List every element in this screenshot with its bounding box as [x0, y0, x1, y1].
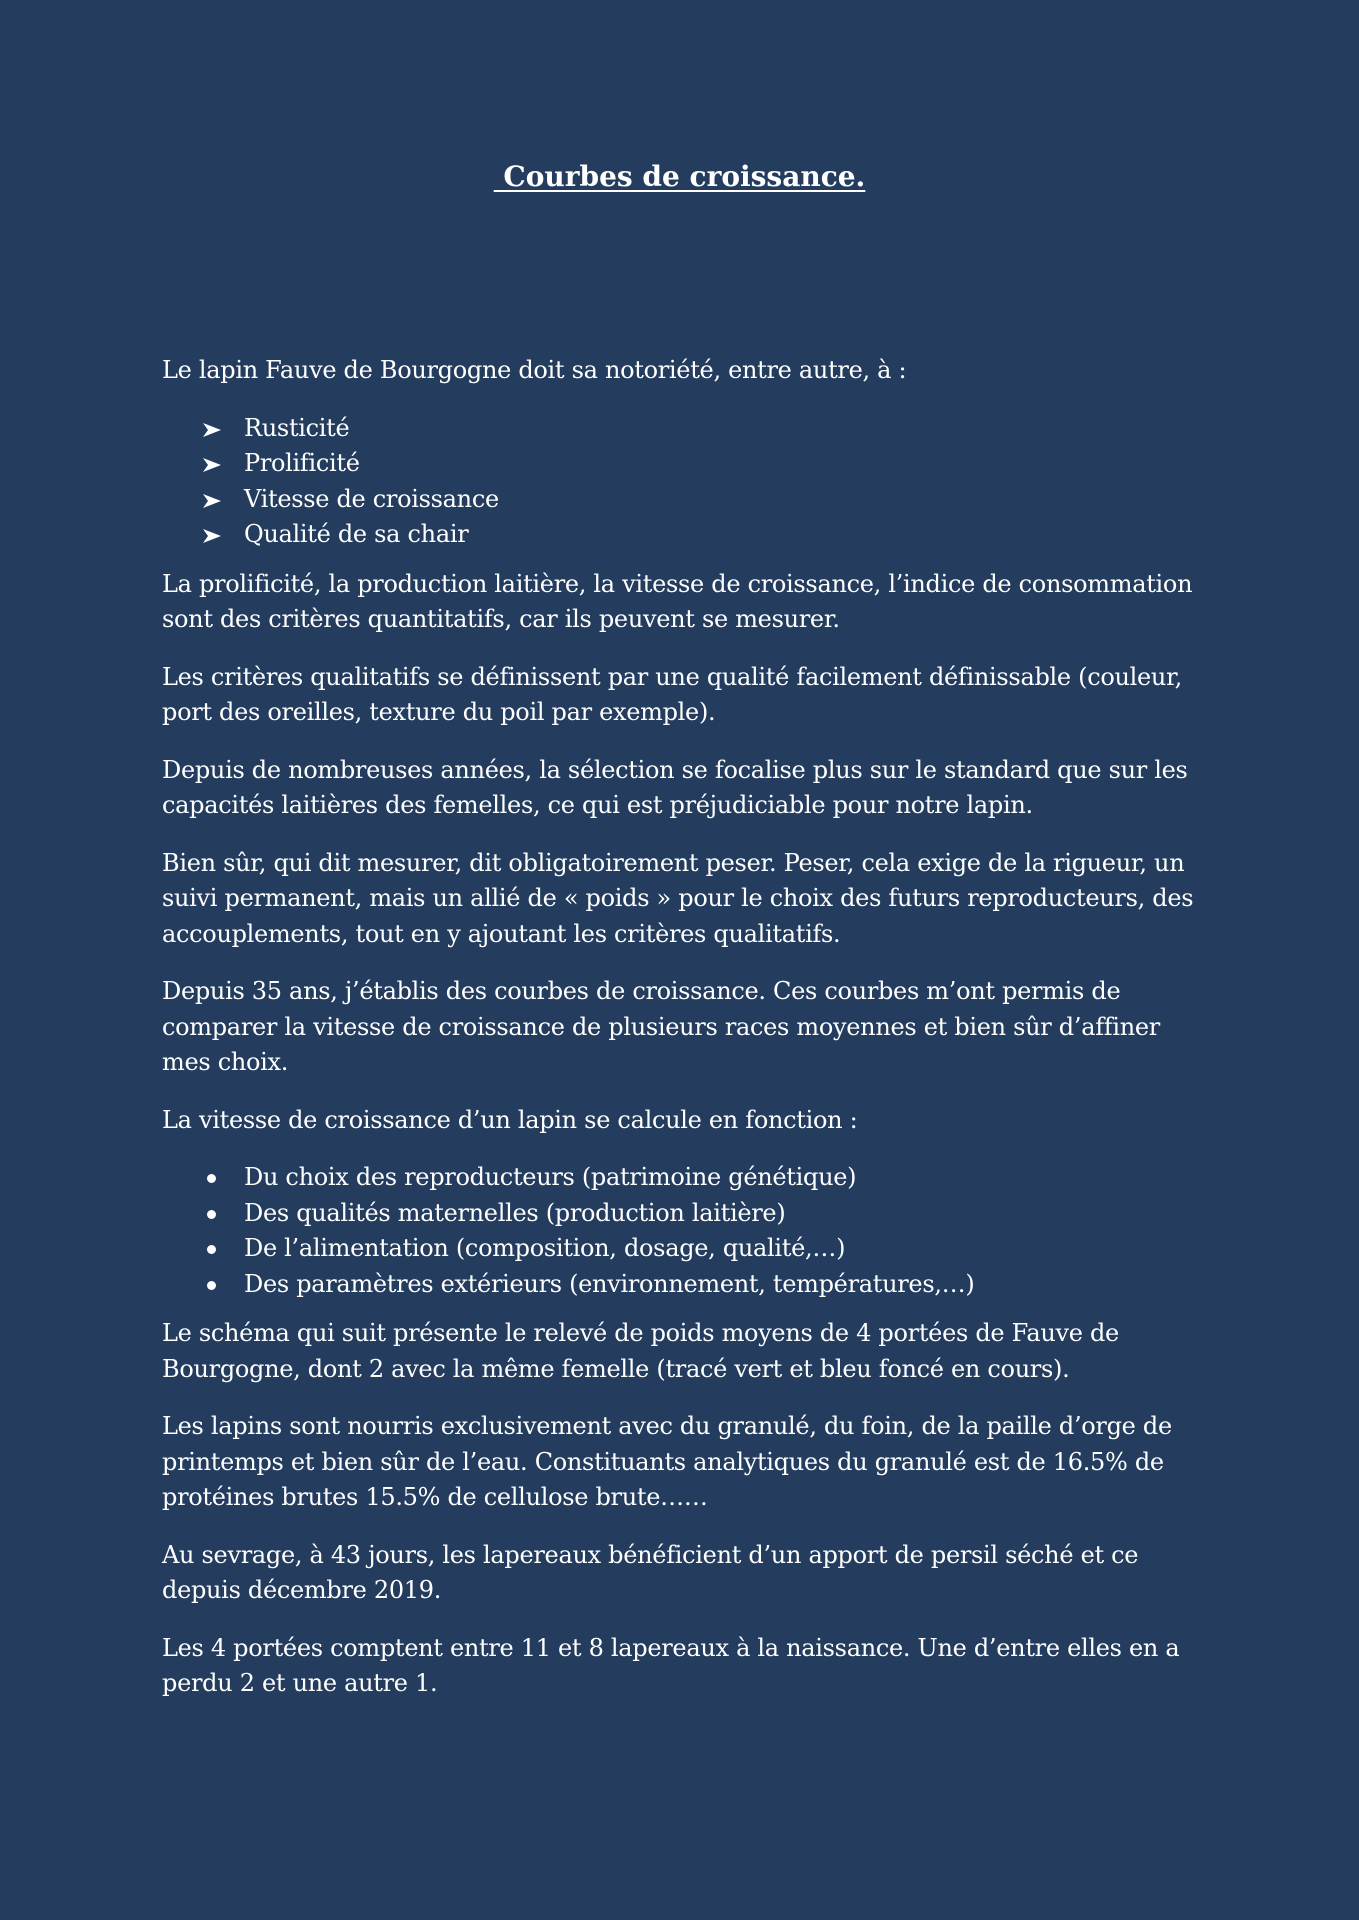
paragraph-growth-factors-intro: La vitesse de croissance d’un lapin se calcule en fonction :: [162, 1105, 858, 1134]
arrow-bullet-icon: [202, 411, 232, 437]
paragraph-schema: Le schéma qui suit présente le relevé de poids moyens de 4 portées de Fauve de Bourgogne, dont 2 avec la même femelle (tracé vert et bleu foncé en cours).: [162, 1319, 1119, 1383]
list-item: [162, 1267, 1202, 1303]
list-item: [162, 1196, 1202, 1232]
list-item: [162, 482, 1202, 518]
quality-label: Rusticité: [244, 413, 350, 442]
factor-label: Des paramètres extérieurs (environnement, températures,…): [244, 1269, 975, 1298]
arrow-bullet-icon: [202, 482, 232, 508]
quality-label: Vitesse de croissance: [244, 484, 499, 513]
factor-label: Des qualités maternelles (production laitière): [244, 1198, 786, 1227]
list-item: [162, 446, 1202, 482]
paragraph-weighing: Bien sûr, qui dit mesurer, dit obligatoirement peser. Peser, cela exige de la rigueur, un suivi permanent, mais un allié de « poids » pour le choix des futurs reproducteurs, des accouplements, tout en y ajoutant les critères qualitatifs.: [162, 848, 1194, 948]
intro-paragraph: Le lapin Fauve de Bourgogne doit sa notoriété, entre autre, à :: [162, 356, 907, 384]
arrow-bullet-icon: [202, 517, 232, 543]
list-item: [162, 1231, 1202, 1267]
factor-label: De l’alimentation (composition, dosage, qualité,…): [244, 1234, 846, 1262]
factor-label: Du choix des reproducteurs (patrimoine génétique): [244, 1163, 857, 1191]
paragraph-weaning: Au sevrage, à 43 jours, les lapereaux bénéficient d’un apport de persil séché et ce depuis décembre 2019.: [162, 1540, 1139, 1604]
quality-label: Prolificité: [244, 449, 360, 477]
list-item: [162, 411, 1202, 447]
page-title: Courbes de croissance.: [493, 160, 866, 193]
list-item: [162, 1160, 1202, 1196]
paragraph-qualitative: Les critères qualitatifs se définissent par une qualité facilement définissable (couleur, port des oreilles, texture du poil par exemple).: [162, 662, 1182, 726]
factors-list: [162, 1160, 1202, 1302]
qualities-list: [162, 411, 1202, 553]
list-item: [162, 517, 1202, 553]
paragraph-quantitative: La prolificité, la production laitière, la vitesse de croissance, l’indice de consommation sont des critères quantitatifs, car ils peuvent se mesurer.: [162, 569, 1193, 633]
paragraph-curves: Depuis 35 ans, j’établis des courbes de croissance. Ces courbes m’ont permis de comparer la vitesse de croissance de plusieurs races moyennes et bien sûr d’affiner mes choix.: [162, 977, 1160, 1076]
paragraph-litters: Les 4 portées comptent entre 11 et 8 lapereaux à la naissance. Une d’entre elles en a perdu 2 et une autre 1.: [162, 1633, 1180, 1697]
paragraph-selection: Depuis de nombreuses années, la sélection se focalise plus sur le standard que sur les capacités laitières des femelles, ce qui est préjudiciable pour notre lapin.: [162, 755, 1188, 819]
quality-label: Qualité de sa chair: [244, 520, 469, 548]
document-body: [162, 353, 1202, 1724]
paragraph-feeding: Les lapins sont nourris exclusivement avec du granulé, du foin, de la paille d’orge de printemps et bien sûr de l’eau. Constituants analytiques du granulé est de 16.5% de protéines brutes 15.5% de cellulose brute……: [162, 1412, 1172, 1511]
arrow-bullet-icon: [202, 446, 232, 472]
